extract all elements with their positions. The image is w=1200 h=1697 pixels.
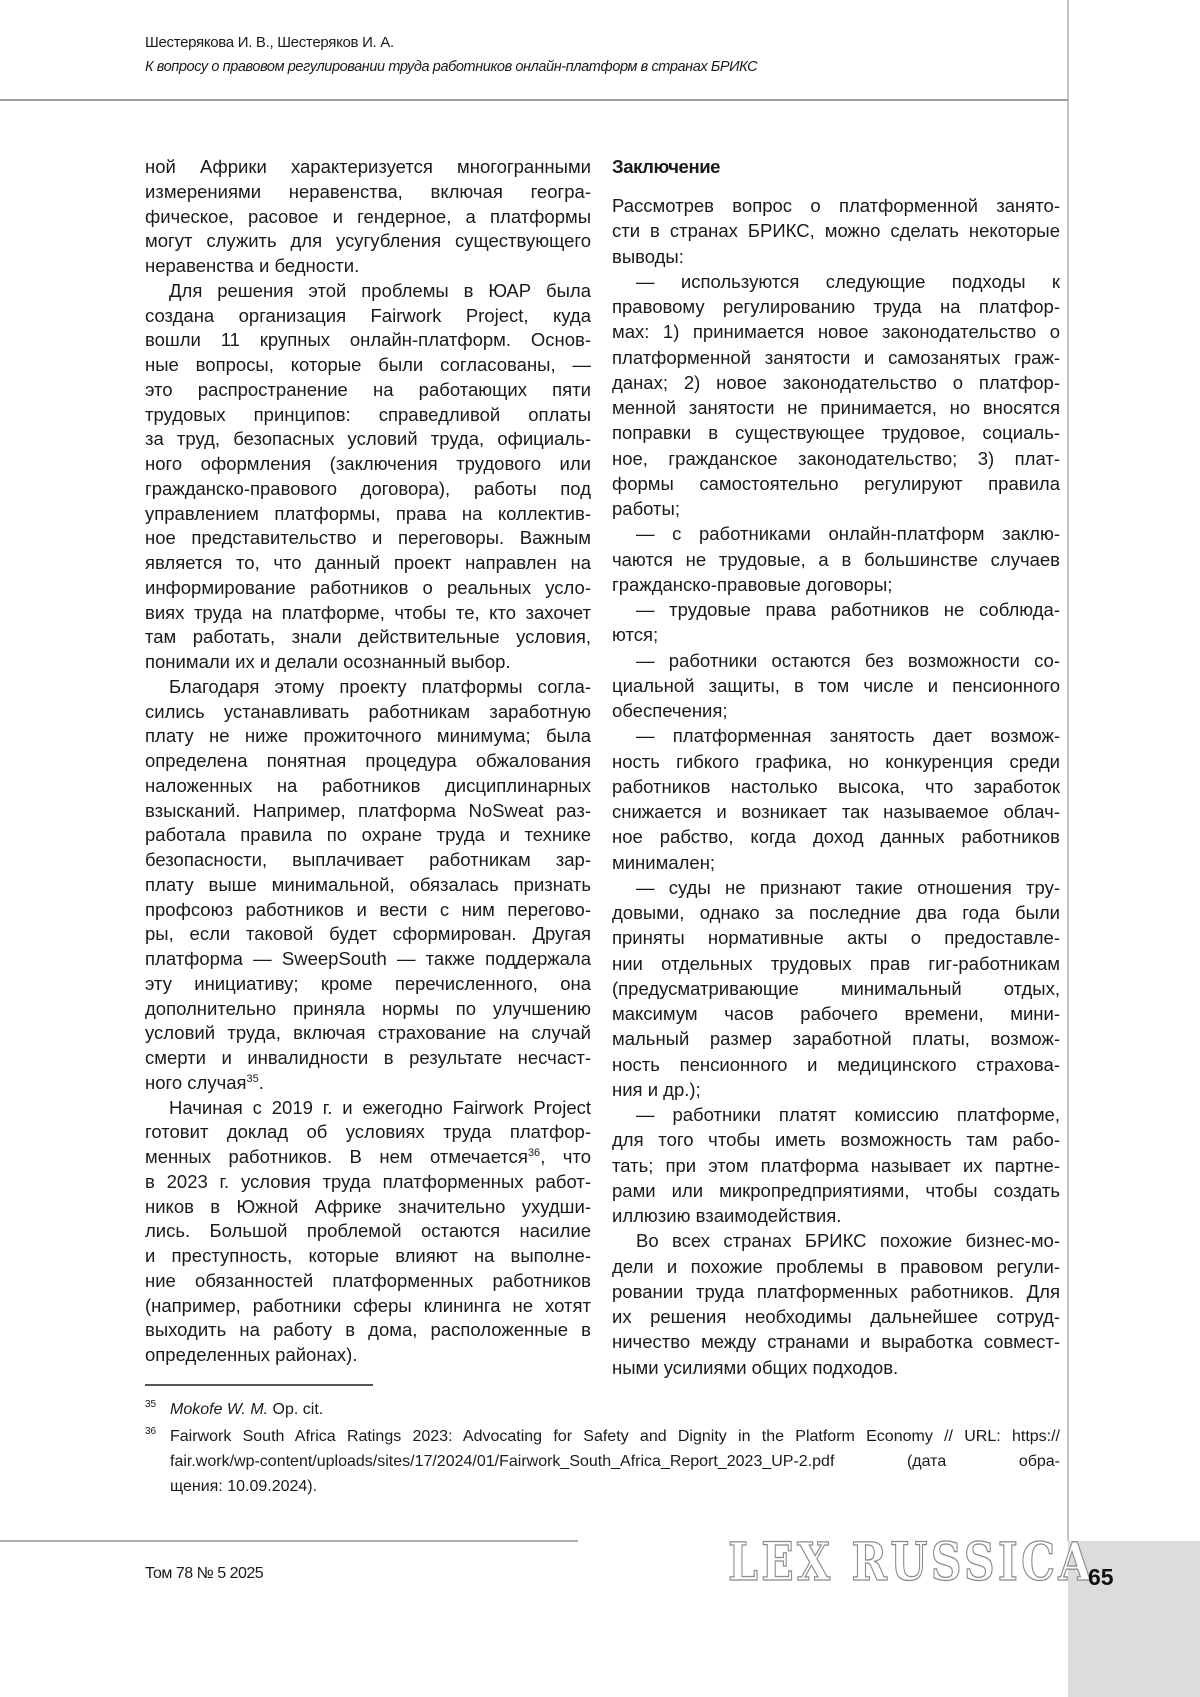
text-line: минимален; (612, 851, 716, 873)
footnote-ref: 35 (246, 1072, 259, 1085)
journal-logo: LEX RUSSICA (728, 1532, 1095, 1593)
text-line: создана организация Fairwork Project, куда (145, 304, 591, 326)
journal-issue: Том 78 № 5 2025 (145, 1565, 264, 1582)
margin-divider (1067, 0, 1069, 1541)
text-line: ность пенсионного и медицинского страхова- (612, 1053, 1060, 1075)
text-line: довыми, однако за последние два года были (612, 902, 1060, 923)
footnote-line: fair.work/wp-content/uploads/sites/17/2024/01/Fairwork_South_Africa_Report_2023_UP-2.pdf (дата обра- (170, 1453, 1060, 1470)
footnote-ref: 36 (527, 1147, 541, 1159)
text-line: ного оформления (заключения трудового или (145, 453, 591, 474)
footer-rule (0, 1540, 578, 1542)
text-line: мальный размер заработной платы, возмож- (612, 1028, 1060, 1050)
text-line: дополнительно приняла нормы по улучшению (145, 997, 591, 1019)
footnote-line: Fairwork South Africa Ratings 2023: Advocating for Safety and Dignity in the Platform Economy // URL: https:// (170, 1428, 1060, 1445)
text-line: менной занятости не принимается, но вносятся (612, 397, 1060, 418)
text-line: сились устанавливать работникам заработную (145, 700, 591, 722)
text-line: ными усилиями общих подходов. (612, 1356, 899, 1378)
text-line: выходить на работу в дома, расположенные в (145, 1319, 591, 1341)
text-segment: , что (540, 1146, 591, 1167)
text-line: ние обязанностей платформенных работников (145, 1269, 591, 1291)
text-line: безопасности, выплачивает работникам зар- (145, 849, 591, 870)
text-line: в 2023 г. условия труда платформенных работ- (145, 1170, 591, 1192)
text-segment: ного случая (145, 1071, 247, 1093)
running-header-title: К вопросу о правовом регулировании труда работников онлайн-платформ в странах БРИКС (145, 59, 758, 75)
text-line: дели и похожие проблемы в правовом регули- (612, 1255, 1060, 1277)
text-line: ной Африки характеризуется многогранными (145, 156, 591, 177)
text-line: Благодаря этому проекту платформы согла- (169, 675, 591, 697)
text-line: является то, что данный проект направлен на (145, 552, 591, 573)
text-line: — с работниками онлайн-платформ заклю- (636, 523, 1060, 545)
text-line: приняты нормативные акты о предоставле- (612, 927, 1060, 949)
text-line: ность гибкого графика, но конкуренция среди (612, 750, 1060, 772)
text-line: понимали их и делали осознанный выбор. (145, 651, 511, 672)
text-line: Во всех странах БРИКС похожие бизнес-мо- (636, 1230, 1060, 1252)
text-line: ное рабство, когда доход данных работников (612, 826, 1060, 848)
text-line: формы самостоятельно регулируют правила (612, 472, 1060, 494)
text-line: ное представительство и переговоры. Важным (145, 527, 591, 549)
text-line: платформенной занятости и самозанятых граж- (612, 346, 1060, 368)
text-line: там работать, знали действительные условия, (145, 626, 591, 648)
text-line: мах: 1) принимается новое законодательство о (612, 321, 1060, 343)
footnote-text: Op. cit. (268, 1401, 324, 1418)
text-line: профсоюз работников и вести с ним перегово- (145, 898, 591, 920)
text-line: — используются следующие подходы к (636, 270, 1060, 292)
text-line: ное, гражданское законодательство; 3) плат- (612, 447, 1060, 469)
running-header-authors: Шестерякова И. В., Шестеряков И. А. (145, 34, 394, 51)
text-line: данах; 2) новое законодательство о платфор- (612, 371, 1060, 393)
text-line: работы; (612, 498, 680, 519)
text-line: готовит доклад об условиях труда платфор- (145, 1121, 591, 1143)
text-line: управлением платформы, права на коллектив- (145, 502, 591, 524)
text-line: сти в странах БРИКС, можно сделать некоторые (612, 220, 1060, 242)
text-line: — работники платят комиссию платформе, (636, 1104, 1060, 1125)
text-line: вошли 11 крупных онлайн-платформ. Основ- (145, 329, 591, 351)
text-line: ются; (612, 624, 659, 646)
text-line: рами или микропредприятиями, чтобы создать (612, 1179, 1060, 1201)
text-line: снижается и возникает так называемое облач- (612, 801, 1060, 822)
right-column (612, 155, 1060, 1380)
text-line: лись. Большой проблемой остаются насилие (145, 1220, 591, 1242)
text-line: Для решения этой проблемы в ЮАР была (169, 279, 591, 301)
text-line: наложенных на работников дисциплинарных (145, 774, 591, 796)
text-line: циальной защиты, в том числе и пенсионного (612, 674, 1060, 696)
text-line: могут служить для усугубления существующего (145, 230, 591, 252)
text-line: это распространение на работающих пяти (145, 378, 591, 400)
section-heading: Заключение (612, 156, 721, 177)
footnote-line: щения: 10.09.2024). (170, 1478, 318, 1495)
text-line: ников в Южной Африке значительно ухудши- (145, 1195, 591, 1217)
text-line: ния и др.); (612, 1078, 701, 1100)
text-segment: . (258, 1071, 264, 1093)
text-line: иллюзию взаимодействия. (612, 1205, 842, 1226)
text-line: гражданско-правового договора), работы под (145, 477, 591, 499)
text-line: за труд, безопасных условий труда, официаль- (145, 428, 591, 450)
text-line (145, 1071, 591, 1096)
text-line: максимум часов рабочего времени, мини- (612, 1003, 1060, 1024)
text-line: платформа — SweepSouth — также поддержала (145, 948, 591, 969)
text-line: их решения необходимы дальнейшее сотруд- (612, 1306, 1060, 1327)
left-column (145, 155, 591, 1368)
text-line: обеспечения; (612, 700, 728, 721)
text-line: — суды не признают такие отношения тру- (636, 876, 1060, 898)
text-line: правовому регулированию труда на платфор- (612, 296, 1060, 317)
footnote-number: 36 (145, 1426, 157, 1437)
text-line: для того чтобы иметь возможность там рабо- (612, 1129, 1060, 1151)
text-line: условий труда, включая страхование на случай (145, 1022, 591, 1044)
text-line: (предусматривающие минимальный отдых, (612, 977, 1060, 999)
text-line: поправки в существующее трудовое, социаль- (612, 422, 1060, 444)
text-line: гражданско-правовые договоры; (612, 573, 893, 595)
text-line: эту инициативу; кроме перечисленного, она (145, 972, 591, 994)
page-number: 65 (1088, 1564, 1114, 1590)
text-line: работала правила по охране труда и технике (145, 824, 591, 846)
text-line: и преступность, которые влияют на выполне- (145, 1245, 591, 1266)
footnote-author: Mokofe W. M. (170, 1401, 269, 1418)
text-line: (например, работники сферы клининга не хотят (145, 1294, 591, 1316)
text-line: измерениями неравенства, включая геогра- (145, 180, 591, 202)
text-line: фическое, расовое и гендерное, а платформы (145, 205, 591, 227)
text-line: трудовых принципов: справедливой оплаты (145, 403, 591, 425)
text-line: определенных районах). (145, 1344, 358, 1365)
header-rule (0, 99, 1068, 101)
text-line: неравенства и бедности. (145, 255, 360, 276)
text-line: ные вопросы, которые были согласованы, — (145, 354, 591, 375)
text-line: ры, если таковой будет сформирован. Другая (145, 923, 591, 945)
text-line: плату выше минимальной, обязалась признать (145, 873, 591, 895)
text-line: Рассмотрев вопрос о платформенной занято- (612, 195, 1060, 216)
text-line: чаются не трудовые, а в большинстве случаев (612, 548, 1060, 570)
text-line: плату не ниже прожиточного минимума; была (145, 725, 591, 747)
text-line (145, 1145, 591, 1170)
text-line: нии отдельных трудовых прав гиг-работникам (612, 952, 1060, 974)
text-line: — работники остаются без возможности со- (636, 649, 1060, 671)
text-line: ничество между странами и выработка совмест- (612, 1331, 1060, 1353)
text-line: Начиная с 2019 г. и ежегодно Fairwork Project (169, 1096, 591, 1118)
text-line: ровании труда платформенных работников. Для (612, 1280, 1060, 1302)
text-line: — платформенная занятость дает возмож- (636, 725, 1060, 747)
text-line: выводы: (612, 245, 684, 267)
text-line: — трудовые права работников не соблюда- (636, 599, 1060, 620)
text-line: смерти и инвалидности в результате несчаст- (145, 1047, 591, 1068)
text-line: работников настолько высока, что заработок (612, 775, 1060, 797)
text-line: определена понятная процедура обжалования (145, 750, 591, 771)
text-segment: менных работников. В нем отмечается (145, 1146, 528, 1167)
text-line: виях труда на платформе, чтобы те, кто захочет (145, 601, 591, 623)
text-line: информирование работников о реальных усло- (145, 576, 591, 598)
footnote-separator (145, 1384, 373, 1386)
text-line: тать; при этом платформа называет их партне- (612, 1154, 1060, 1176)
footnote-number: 35 (145, 1399, 157, 1410)
text-line: взысканий. Например, платформа NoSweat раз- (145, 799, 591, 821)
